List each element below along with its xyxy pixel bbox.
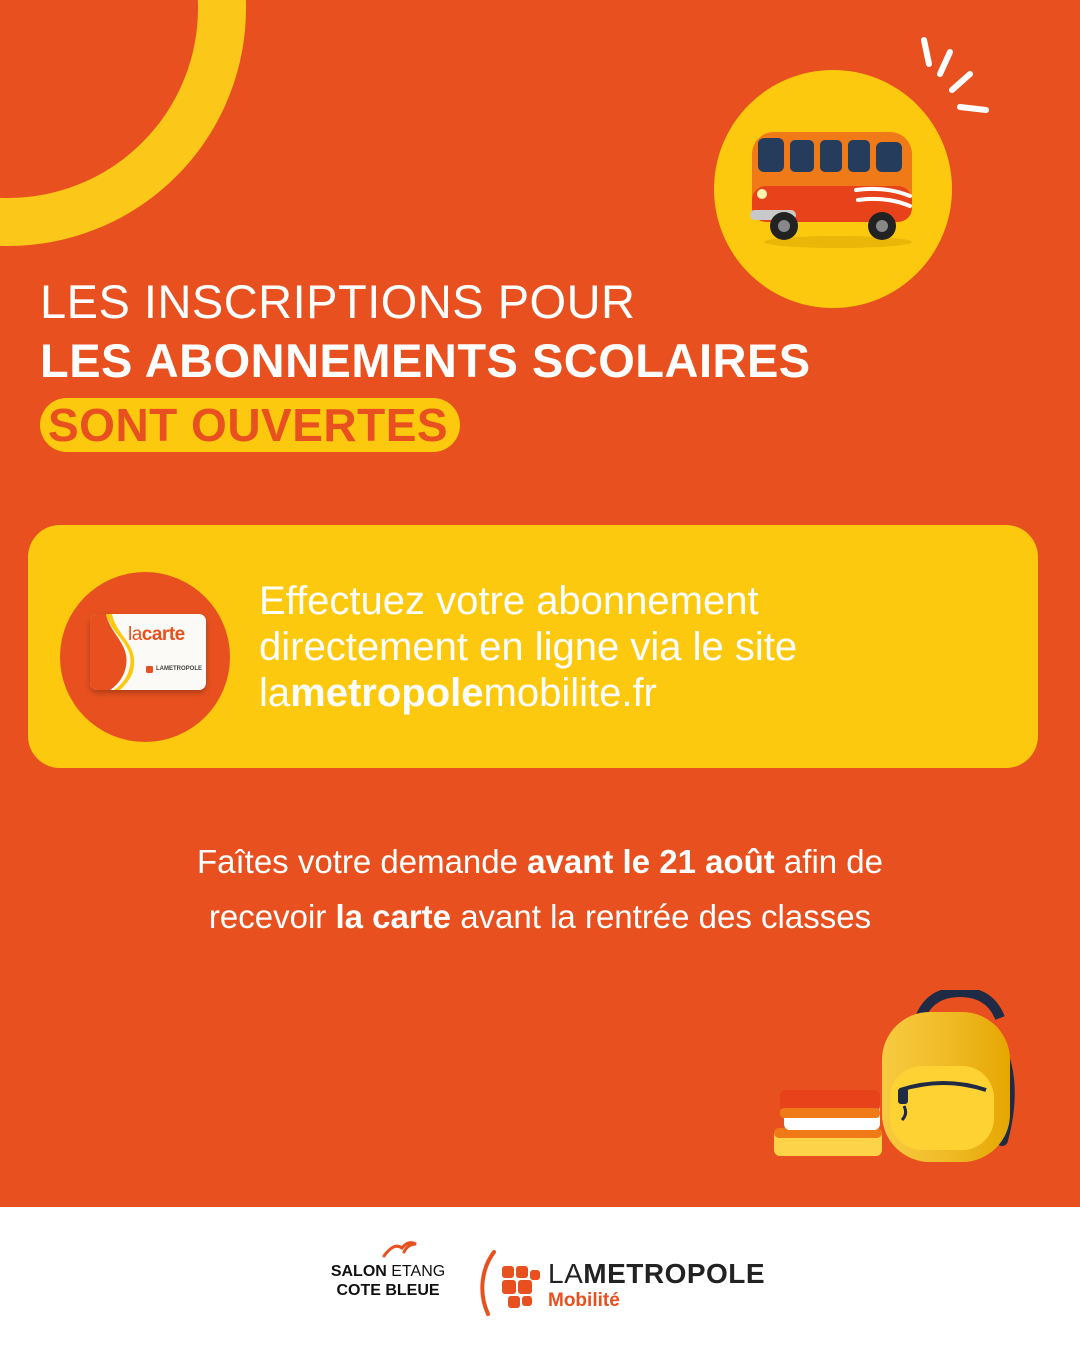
note-line-1: Faîtes votre demande avant le 21 août afin de [196, 843, 884, 880]
bird-logo-icon [382, 1240, 418, 1258]
corner-arc-decoration [0, 0, 246, 246]
headline-line-2: LES ABONNEMENTS SCOLAIRES [40, 334, 811, 387]
headline-highlight: SONT OUVERTES [40, 398, 460, 452]
card-logo: LAMETROPOLE [156, 666, 202, 672]
headline-line-1: LES INSCRIPTIONS POUR [40, 275, 636, 328]
info-text [259, 578, 1019, 716]
info-line-2: directement en ligne via le site [259, 625, 798, 669]
note-line-2: recevoir la carte avant la rentrée des classes [208, 898, 872, 935]
school-bus-icon [746, 126, 922, 250]
backpack-icon [882, 992, 1010, 1162]
website-link[interactable]: lametropolemobilite.fr [259, 671, 657, 715]
salon-line-2: COTE BLEUE [336, 1282, 440, 1299]
salon-line-1: SALON ETANG [330, 1263, 446, 1280]
metropole-logo-icon [472, 1248, 546, 1318]
transit-card-icon [90, 614, 206, 690]
highlight-rays-icon [900, 30, 1000, 140]
metropole-subtitle: Mobilité [548, 1290, 620, 1311]
info-line-1: Effectuez votre abonnement [259, 579, 759, 623]
metropole-name: LAMETROPOLE [548, 1258, 766, 1289]
books-icon [774, 1090, 882, 1156]
deadline-note [40, 834, 1040, 944]
headline [40, 272, 980, 452]
salon-logo [322, 1262, 454, 1300]
backpack-books-art [770, 990, 1030, 1170]
card-brand: lacarte [128, 624, 185, 645]
